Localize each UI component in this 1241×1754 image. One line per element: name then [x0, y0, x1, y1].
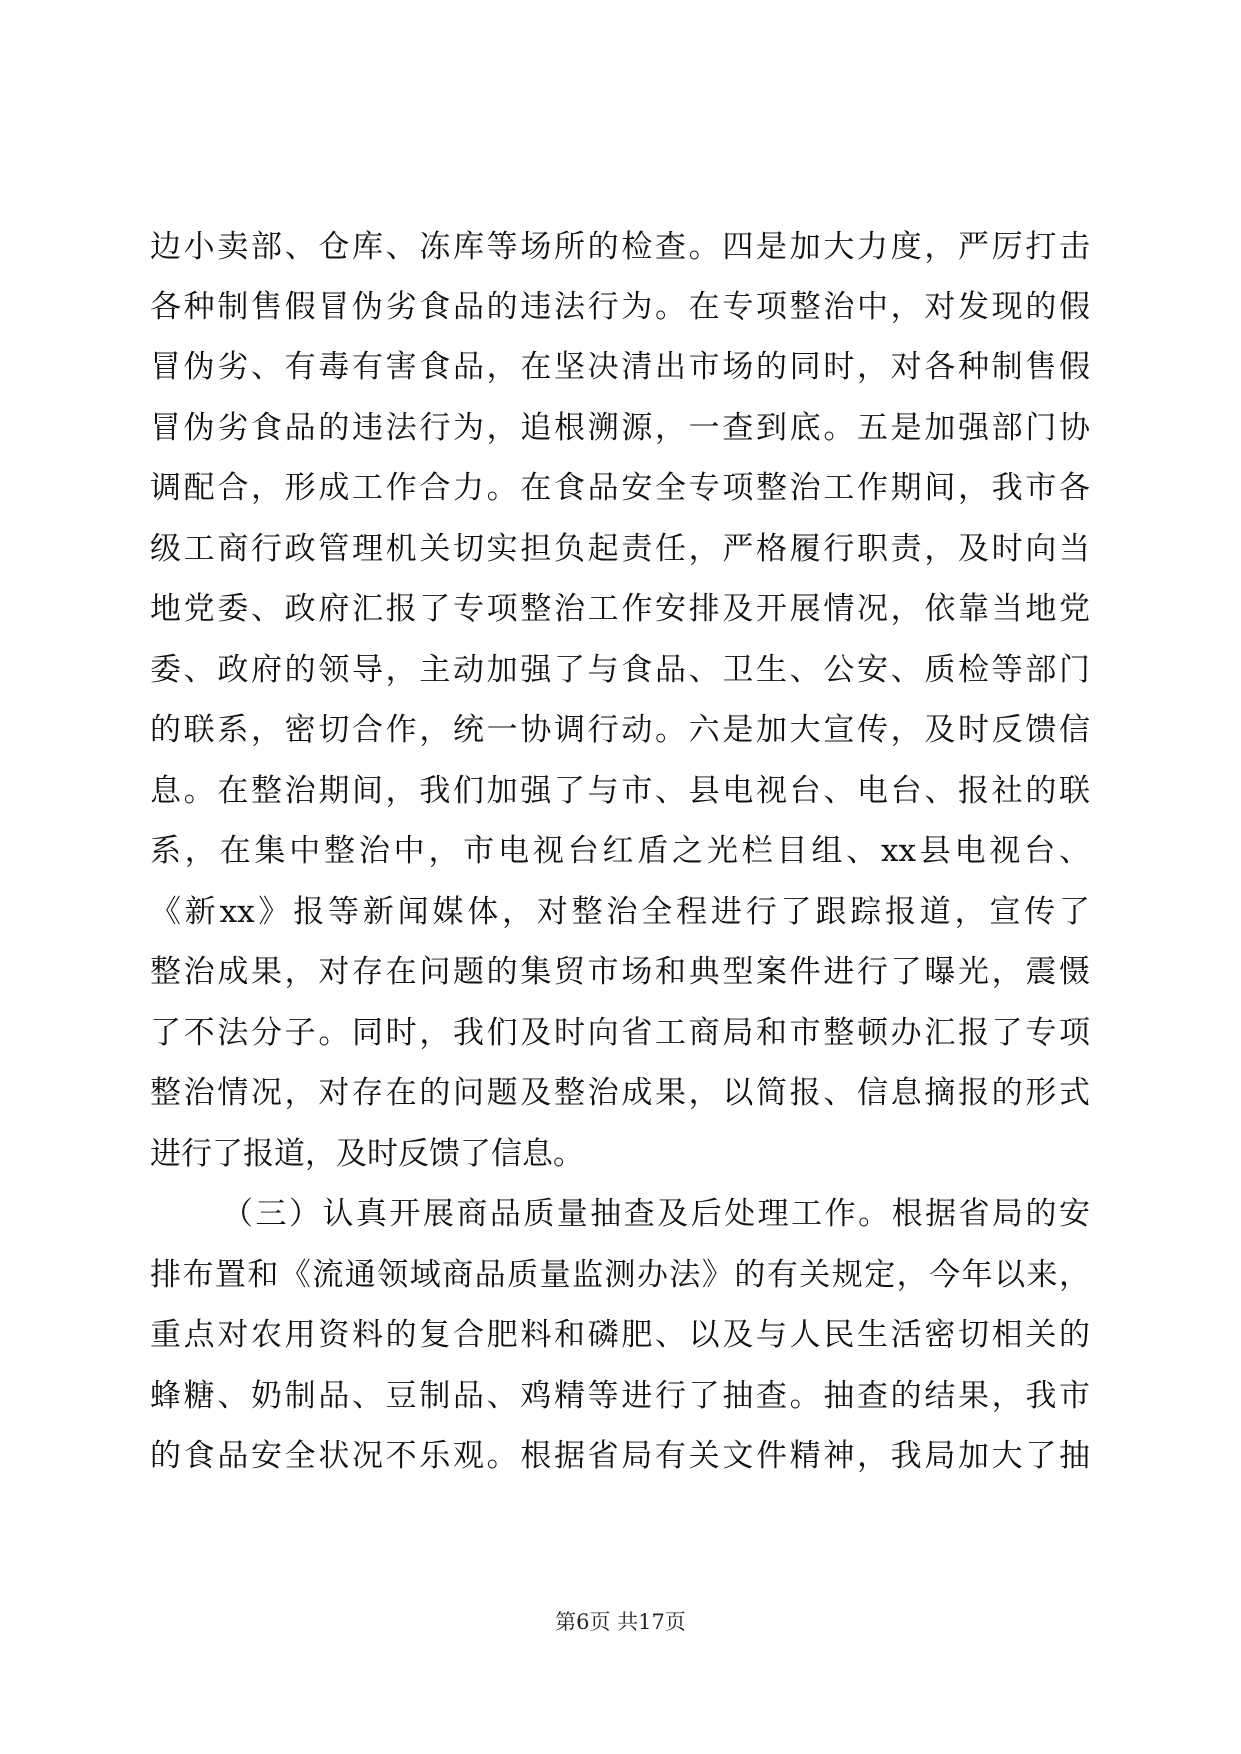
text-line: 冒伪劣、有毒有害食品，在坚决清出市场的同时，对各种制售假	[150, 349, 1090, 385]
text-line: 调配合，形成工作合力。在食品安全专项整治工作期间，我市各	[150, 470, 1090, 506]
text-line: 的联系，密切合作，统一协调行动。六是加大宣传，及时反馈信	[150, 712, 1090, 748]
text-line: 系，在集中整治中，市电视台红盾之光栏目组、xx县电视台、	[150, 833, 1090, 869]
text-line: 蜂糖、奶制品、豆制品、鸡精等进行了抽查。抽查的结果，我市	[150, 1378, 1090, 1414]
text-line: 《新xx》报等新闻媒体，对整治全程进行了跟踪报道，宣传了	[150, 894, 1090, 930]
text-line: 重点对农用资料的复合肥料和磷肥、以及与人民生活密切相关的	[150, 1317, 1090, 1353]
text-line: 的食品安全状况不乐观。根据省局有关文件精神，我局加大了抽	[150, 1438, 1090, 1474]
text-line: 委、政府的领导，主动加强了与食品、卫生、公安、质检等部门	[150, 652, 1090, 688]
text-line: 冒伪劣食品的违法行为，追根溯源，一查到底。五是加强部门协	[150, 410, 1090, 446]
text-line: 边小卖部、仓库、冻库等场所的检查。四是加大力度，严厉打击	[150, 229, 1090, 265]
text-line: 级工商行政管理机关切实担负起责任，严格履行职责，及时向当	[150, 531, 1090, 567]
text-line: 整治成果，对存在问题的集贸市场和典型案件进行了曝光，震慑	[150, 954, 1090, 990]
text-line: 排布置和《流通领域商品质量监测办法》的有关规定，今年以来，	[150, 1257, 1090, 1293]
text-line: 各种制售假冒伪劣食品的违法行为。在专项整治中，对发现的假	[150, 289, 1090, 325]
text-line-paragraph-end: 进行了报道，及时反馈了信息。	[150, 1136, 584, 1172]
text-line-paragraph-start: （三）认真开展商品质量抽查及后处理工作。根据省局的安	[222, 1196, 1090, 1232]
page-number-footer: 第6页 共17页	[555, 1610, 686, 1634]
text-line: 息。在整治期间，我们加强了与市、县电视台、电台、报社的联	[150, 773, 1090, 809]
text-line: 地党委、政府汇报了专项整治工作安排及开展情况，依靠当地党	[150, 591, 1090, 627]
text-line: 整治情况，对存在的问题及整治成果，以简报、信息摘报的形式	[150, 1075, 1090, 1111]
text-line: 了不法分子。同时，我们及时向省工商局和市整顿办汇报了专项	[150, 1015, 1090, 1051]
